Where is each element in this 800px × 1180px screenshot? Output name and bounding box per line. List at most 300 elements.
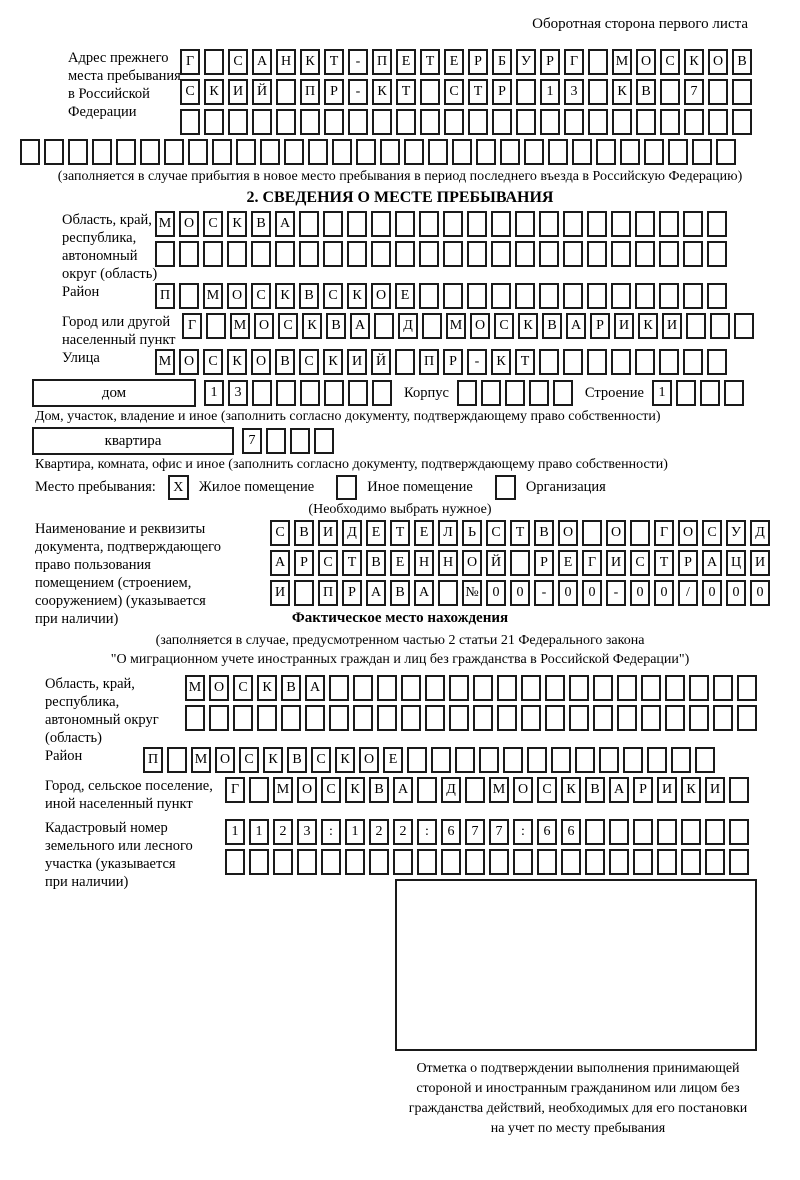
char-cell[interactable] (729, 849, 749, 875)
char-cell[interactable]: П (143, 747, 163, 773)
char-cell[interactable]: - (606, 580, 626, 606)
char-cell[interactable]: О (179, 211, 199, 237)
char-cell[interactable]: К (300, 49, 320, 75)
char-cell[interactable]: К (612, 79, 632, 105)
char-cell[interactable]: О (606, 520, 626, 546)
char-cell[interactable] (500, 139, 520, 165)
char-cell[interactable]: : (513, 819, 533, 845)
char-cell[interactable] (521, 705, 541, 731)
char-cell[interactable] (681, 849, 701, 875)
char-cell[interactable]: К (372, 79, 392, 105)
char-cell[interactable]: Ц (726, 550, 746, 576)
char-cell[interactable]: Д (342, 520, 362, 546)
char-cell[interactable]: Е (558, 550, 578, 576)
char-cell[interactable] (620, 139, 640, 165)
char-cell[interactable] (515, 283, 535, 309)
char-cell[interactable] (276, 109, 296, 135)
char-cell[interactable]: - (534, 580, 554, 606)
char-cell[interactable]: У (726, 520, 746, 546)
char-cell[interactable]: С (311, 747, 331, 773)
char-cell[interactable]: Е (444, 49, 464, 75)
char-cell[interactable]: В (390, 580, 410, 606)
char-cell[interactable] (314, 428, 334, 454)
char-cell[interactable] (671, 747, 691, 773)
char-cell[interactable] (299, 241, 319, 267)
char-cell[interactable]: 3 (228, 380, 248, 406)
char-cell[interactable]: О (371, 283, 391, 309)
char-cell[interactable] (705, 819, 725, 845)
char-cell[interactable]: А (350, 313, 370, 339)
char-cell[interactable] (713, 705, 733, 731)
char-cell[interactable]: А (393, 777, 413, 803)
char-cell[interactable]: Р (678, 550, 698, 576)
char-cell[interactable] (465, 849, 485, 875)
char-cell[interactable] (443, 283, 463, 309)
char-cell[interactable] (452, 139, 472, 165)
char-cell[interactable]: И (318, 520, 338, 546)
char-cell[interactable]: Р (443, 349, 463, 375)
char-cell[interactable] (681, 819, 701, 845)
char-cell[interactable] (665, 705, 685, 731)
char-cell[interactable]: 0 (750, 580, 770, 606)
char-cell[interactable]: К (681, 777, 701, 803)
char-cell[interactable] (455, 747, 475, 773)
char-cell[interactable] (617, 675, 637, 701)
char-cell[interactable] (665, 675, 685, 701)
char-cell[interactable] (539, 211, 559, 237)
char-cell[interactable]: 0 (702, 580, 722, 606)
char-cell[interactable] (729, 819, 749, 845)
char-cell[interactable]: Р (633, 777, 653, 803)
char-cell[interactable] (505, 380, 525, 406)
char-cell[interactable] (465, 777, 485, 803)
char-cell[interactable] (395, 349, 415, 375)
char-cell[interactable]: К (518, 313, 538, 339)
char-cell[interactable] (612, 109, 632, 135)
char-cell[interactable] (700, 380, 720, 406)
char-cell[interactable] (324, 380, 344, 406)
char-cell[interactable]: 0 (582, 580, 602, 606)
char-cell[interactable]: Е (390, 550, 410, 576)
char-cell[interactable] (588, 109, 608, 135)
char-cell[interactable] (569, 705, 589, 731)
char-cell[interactable]: М (230, 313, 250, 339)
char-cell[interactable]: С (321, 777, 341, 803)
char-cell[interactable] (572, 139, 592, 165)
char-cell[interactable] (396, 109, 416, 135)
char-cell[interactable]: 6 (441, 819, 461, 845)
char-cell[interactable] (347, 211, 367, 237)
char-cell[interactable] (695, 747, 715, 773)
char-cell[interactable]: И (270, 580, 290, 606)
char-cell[interactable] (204, 49, 224, 75)
char-cell[interactable]: О (209, 675, 229, 701)
char-cell[interactable] (676, 380, 696, 406)
char-cell[interactable] (641, 675, 661, 701)
char-cell[interactable]: 1 (204, 380, 224, 406)
char-cell[interactable]: С (239, 747, 259, 773)
char-cell[interactable] (164, 139, 184, 165)
char-cell[interactable]: 7 (684, 79, 704, 105)
char-cell[interactable] (593, 705, 613, 731)
char-cell[interactable]: У (516, 49, 536, 75)
char-cell[interactable]: К (227, 211, 247, 237)
char-cell[interactable]: Е (366, 520, 386, 546)
char-cell[interactable]: С (233, 675, 253, 701)
char-cell[interactable] (647, 747, 667, 773)
char-cell[interactable] (92, 139, 112, 165)
char-cell[interactable] (635, 211, 655, 237)
char-cell[interactable] (395, 241, 415, 267)
char-cell[interactable]: 1 (345, 819, 365, 845)
char-cell[interactable] (588, 49, 608, 75)
char-cell[interactable] (468, 109, 488, 135)
char-cell[interactable]: 0 (510, 580, 530, 606)
char-cell[interactable]: П (300, 79, 320, 105)
char-cell[interactable] (380, 139, 400, 165)
char-cell[interactable]: А (609, 777, 629, 803)
char-cell[interactable]: С (702, 520, 722, 546)
char-cell[interactable]: 7 (242, 428, 262, 454)
char-cell[interactable]: Т (396, 79, 416, 105)
char-cell[interactable]: С (228, 49, 248, 75)
char-cell[interactable] (491, 241, 511, 267)
char-cell[interactable] (68, 139, 88, 165)
char-cell[interactable]: С (537, 777, 557, 803)
char-cell[interactable] (227, 241, 247, 267)
char-cell[interactable]: Т (324, 49, 344, 75)
char-cell[interactable]: Т (468, 79, 488, 105)
checkbox-other-premises[interactable] (336, 475, 357, 500)
char-cell[interactable] (425, 675, 445, 701)
char-cell[interactable]: И (614, 313, 634, 339)
char-cell[interactable] (281, 705, 301, 731)
char-cell[interactable] (179, 241, 199, 267)
char-cell[interactable] (497, 675, 517, 701)
char-cell[interactable] (540, 109, 560, 135)
char-cell[interactable] (516, 109, 536, 135)
char-cell[interactable]: О (251, 349, 271, 375)
char-cell[interactable] (587, 349, 607, 375)
char-cell[interactable] (417, 777, 437, 803)
char-cell[interactable]: 6 (537, 819, 557, 845)
char-cell[interactable]: М (185, 675, 205, 701)
char-cell[interactable]: М (155, 211, 175, 237)
char-cell[interactable] (732, 79, 752, 105)
char-cell[interactable] (545, 705, 565, 731)
char-cell[interactable]: В (299, 283, 319, 309)
char-cell[interactable] (276, 79, 296, 105)
char-cell[interactable] (585, 819, 605, 845)
char-cell[interactable] (563, 283, 583, 309)
char-cell[interactable] (491, 211, 511, 237)
char-cell[interactable]: В (542, 313, 562, 339)
char-cell[interactable]: Р (492, 79, 512, 105)
char-cell[interactable]: К (347, 283, 367, 309)
char-cell[interactable] (371, 211, 391, 237)
char-cell[interactable] (249, 777, 269, 803)
char-cell[interactable]: Е (383, 747, 403, 773)
char-cell[interactable]: К (263, 747, 283, 773)
char-cell[interactable] (561, 849, 581, 875)
char-cell[interactable]: 1 (225, 819, 245, 845)
char-cell[interactable] (683, 349, 703, 375)
char-cell[interactable] (524, 139, 544, 165)
char-cell[interactable]: И (662, 313, 682, 339)
char-cell[interactable]: В (281, 675, 301, 701)
char-cell[interactable]: П (372, 49, 392, 75)
char-cell[interactable] (491, 283, 511, 309)
char-cell[interactable]: Д (441, 777, 461, 803)
char-cell[interactable] (204, 109, 224, 135)
char-cell[interactable]: А (305, 675, 325, 701)
char-cell[interactable]: 1 (652, 380, 672, 406)
char-cell[interactable] (588, 79, 608, 105)
char-cell[interactable]: В (585, 777, 605, 803)
char-cell[interactable]: Т (654, 550, 674, 576)
char-cell[interactable]: О (470, 313, 490, 339)
char-cell[interactable] (203, 241, 223, 267)
char-cell[interactable]: А (702, 550, 722, 576)
char-cell[interactable] (716, 139, 736, 165)
char-cell[interactable] (724, 380, 744, 406)
char-cell[interactable] (348, 380, 368, 406)
char-cell[interactable] (329, 705, 349, 731)
char-cell[interactable]: Р (590, 313, 610, 339)
char-cell[interactable] (617, 705, 637, 731)
char-cell[interactable]: В (636, 79, 656, 105)
char-cell[interactable] (155, 241, 175, 267)
char-cell[interactable] (593, 675, 613, 701)
char-cell[interactable] (710, 313, 730, 339)
char-cell[interactable] (689, 675, 709, 701)
char-cell[interactable] (707, 349, 727, 375)
char-cell[interactable] (657, 819, 677, 845)
char-cell[interactable]: К (684, 49, 704, 75)
char-cell[interactable] (395, 211, 415, 237)
char-cell[interactable] (420, 109, 440, 135)
char-cell[interactable]: 7 (489, 819, 509, 845)
char-cell[interactable]: М (446, 313, 466, 339)
char-cell[interactable] (249, 849, 269, 875)
char-cell[interactable] (473, 705, 493, 731)
char-cell[interactable] (449, 675, 469, 701)
char-cell[interactable]: В (369, 777, 389, 803)
char-cell[interactable]: № (462, 580, 482, 606)
char-cell[interactable]: / (678, 580, 698, 606)
char-cell[interactable] (587, 241, 607, 267)
char-cell[interactable]: В (287, 747, 307, 773)
char-cell[interactable] (299, 211, 319, 237)
char-cell[interactable] (419, 283, 439, 309)
char-cell[interactable]: Т (342, 550, 362, 576)
char-cell[interactable]: 2 (393, 819, 413, 845)
char-cell[interactable] (377, 705, 397, 731)
char-cell[interactable]: Б (492, 49, 512, 75)
char-cell[interactable] (428, 139, 448, 165)
char-cell[interactable] (737, 705, 757, 731)
char-cell[interactable]: М (612, 49, 632, 75)
char-cell[interactable]: 7 (465, 819, 485, 845)
char-cell[interactable] (275, 241, 295, 267)
char-cell[interactable]: А (252, 49, 272, 75)
char-cell[interactable] (516, 79, 536, 105)
char-cell[interactable] (257, 705, 277, 731)
char-cell[interactable] (443, 211, 463, 237)
char-cell[interactable]: К (345, 777, 365, 803)
char-cell[interactable]: П (419, 349, 439, 375)
char-cell[interactable] (116, 139, 136, 165)
char-cell[interactable] (599, 747, 619, 773)
char-cell[interactable] (660, 79, 680, 105)
char-cell[interactable] (708, 109, 728, 135)
char-cell[interactable]: П (155, 283, 175, 309)
char-cell[interactable]: О (227, 283, 247, 309)
char-cell[interactable] (563, 211, 583, 237)
char-cell[interactable]: О (678, 520, 698, 546)
char-cell[interactable] (420, 79, 440, 105)
char-cell[interactable] (707, 241, 727, 267)
char-cell[interactable] (689, 705, 709, 731)
char-cell[interactable] (513, 849, 533, 875)
char-cell[interactable]: Г (182, 313, 202, 339)
char-cell[interactable]: С (278, 313, 298, 339)
char-cell[interactable]: С (318, 550, 338, 576)
char-cell[interactable]: Г (225, 777, 245, 803)
char-cell[interactable] (489, 849, 509, 875)
char-cell[interactable] (644, 139, 664, 165)
char-cell[interactable]: Т (510, 520, 530, 546)
char-cell[interactable]: В (275, 349, 295, 375)
char-cell[interactable]: К (257, 675, 277, 701)
char-cell[interactable] (347, 241, 367, 267)
char-cell[interactable] (707, 283, 727, 309)
char-cell[interactable]: А (270, 550, 290, 576)
char-cell[interactable]: А (414, 580, 434, 606)
char-cell[interactable]: О (254, 313, 274, 339)
char-cell[interactable] (668, 139, 688, 165)
char-cell[interactable] (563, 241, 583, 267)
char-cell[interactable] (308, 139, 328, 165)
char-cell[interactable] (273, 849, 293, 875)
char-cell[interactable]: Т (515, 349, 535, 375)
char-cell[interactable]: С (251, 283, 271, 309)
char-cell[interactable] (635, 283, 655, 309)
char-cell[interactable]: С (494, 313, 514, 339)
char-cell[interactable] (611, 349, 631, 375)
char-cell[interactable]: 2 (369, 819, 389, 845)
char-cell[interactable] (553, 380, 573, 406)
char-cell[interactable] (611, 241, 631, 267)
char-cell[interactable] (252, 109, 272, 135)
char-cell[interactable] (233, 705, 253, 731)
char-cell[interactable]: Р (294, 550, 314, 576)
char-cell[interactable]: О (297, 777, 317, 803)
char-cell[interactable]: С (270, 520, 290, 546)
char-cell[interactable]: М (489, 777, 509, 803)
char-cell[interactable]: Т (420, 49, 440, 75)
char-cell[interactable] (479, 747, 499, 773)
char-cell[interactable]: - (348, 49, 368, 75)
char-cell[interactable]: 0 (558, 580, 578, 606)
char-cell[interactable] (260, 139, 280, 165)
char-cell[interactable] (321, 849, 341, 875)
char-cell[interactable] (404, 139, 424, 165)
char-cell[interactable] (228, 109, 248, 135)
char-cell[interactable]: П (318, 580, 338, 606)
char-cell[interactable]: К (491, 349, 511, 375)
char-cell[interactable] (188, 139, 208, 165)
char-cell[interactable] (587, 211, 607, 237)
char-cell[interactable] (284, 139, 304, 165)
char-cell[interactable]: К (335, 747, 355, 773)
char-cell[interactable]: Р (468, 49, 488, 75)
char-cell[interactable]: И (606, 550, 626, 576)
char-cell[interactable] (569, 675, 589, 701)
char-cell[interactable]: М (191, 747, 211, 773)
char-cell[interactable]: А (566, 313, 586, 339)
char-cell[interactable]: О (636, 49, 656, 75)
char-cell[interactable] (345, 849, 365, 875)
char-cell[interactable] (393, 849, 413, 875)
char-cell[interactable] (225, 849, 245, 875)
char-cell[interactable]: - (348, 79, 368, 105)
char-cell[interactable]: В (294, 520, 314, 546)
char-cell[interactable]: А (275, 211, 295, 237)
char-cell[interactable] (611, 283, 631, 309)
char-cell[interactable] (441, 849, 461, 875)
char-cell[interactable] (692, 139, 712, 165)
char-cell[interactable]: Н (438, 550, 458, 576)
char-cell[interactable]: М (203, 283, 223, 309)
char-cell[interactable] (353, 675, 373, 701)
char-cell[interactable]: М (273, 777, 293, 803)
char-cell[interactable] (686, 313, 706, 339)
char-cell[interactable]: Р (534, 550, 554, 576)
char-cell[interactable] (290, 428, 310, 454)
char-cell[interactable] (492, 109, 512, 135)
char-cell[interactable]: М (155, 349, 175, 375)
char-cell[interactable] (609, 819, 629, 845)
char-cell[interactable]: Р (540, 49, 560, 75)
char-cell[interactable] (636, 109, 656, 135)
char-cell[interactable]: В (534, 520, 554, 546)
char-cell[interactable]: В (326, 313, 346, 339)
char-cell[interactable] (297, 849, 317, 875)
char-cell[interactable]: 0 (630, 580, 650, 606)
char-cell[interactable]: Г (180, 49, 200, 75)
char-cell[interactable] (521, 675, 541, 701)
char-cell[interactable] (481, 380, 501, 406)
char-cell[interactable] (476, 139, 496, 165)
char-cell[interactable] (444, 109, 464, 135)
char-cell[interactable]: 1 (249, 819, 269, 845)
char-cell[interactable]: О (462, 550, 482, 576)
char-cell[interactable]: И (705, 777, 725, 803)
char-cell[interactable] (323, 211, 343, 237)
char-cell[interactable] (630, 520, 650, 546)
char-cell[interactable] (369, 849, 389, 875)
char-cell[interactable] (467, 211, 487, 237)
char-cell[interactable] (683, 283, 703, 309)
char-cell[interactable] (545, 675, 565, 701)
char-cell[interactable] (276, 380, 296, 406)
char-cell[interactable] (348, 109, 368, 135)
char-cell[interactable] (732, 109, 752, 135)
char-cell[interactable] (587, 283, 607, 309)
char-cell[interactable]: Г (582, 550, 602, 576)
char-cell[interactable]: - (467, 349, 487, 375)
